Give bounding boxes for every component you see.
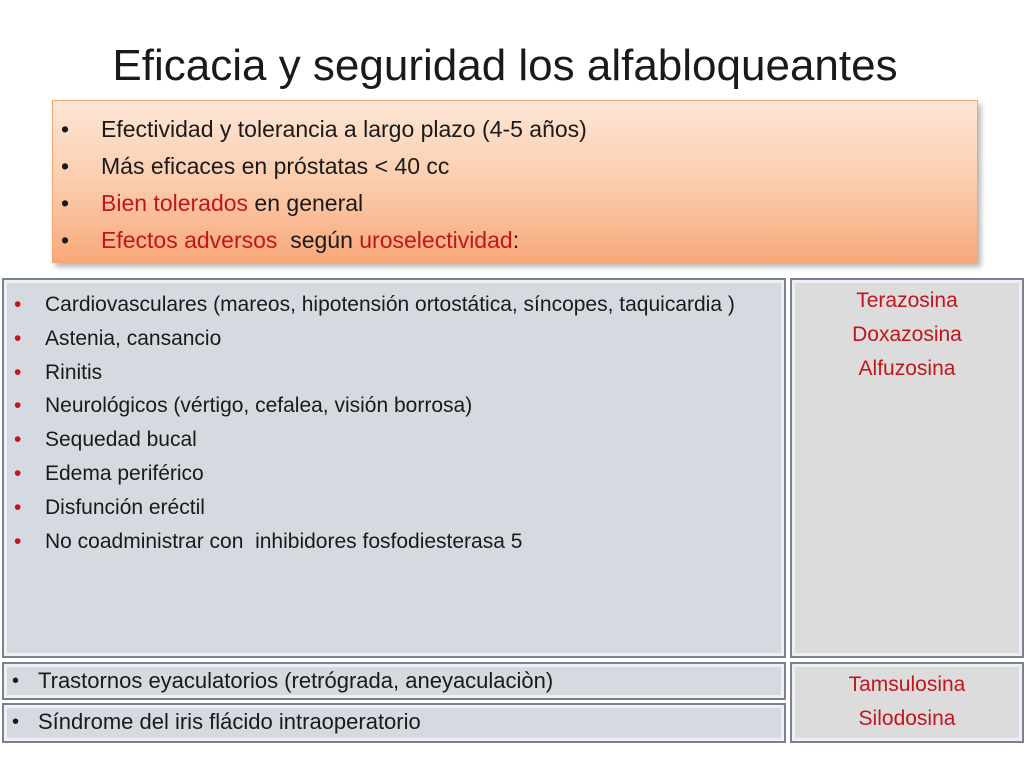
bullet-icon: •	[61, 153, 70, 179]
list-item	[4, 457, 784, 491]
adverse-effects-list	[4, 280, 784, 558]
summary-text: según	[277, 227, 360, 253]
summary-item	[53, 185, 977, 222]
drug-name: Doxazosina	[852, 323, 962, 346]
list-item	[4, 288, 784, 322]
effect-text: Sequedad bucal	[45, 428, 197, 452]
ejaculatory-disorders-row	[2, 662, 786, 700]
drug-name: Alfuzosina	[858, 357, 956, 380]
effect-text: Síndrome del iris flácido intraoperatorio	[38, 709, 421, 734]
slide-title: Eficacia y seguridad los alfabloqueantes	[112, 41, 898, 90]
bullet-icon: •	[14, 394, 22, 418]
summary-text: Efectividad y tolerancia a largo plazo (4-5 años)	[101, 116, 587, 142]
effect-text: Edema periférico	[45, 461, 204, 485]
list-item	[4, 322, 784, 356]
drug-name: Terazosina	[856, 289, 958, 312]
bullet-icon: •	[61, 116, 70, 142]
list-item	[4, 389, 784, 423]
summary-box	[52, 100, 978, 263]
bullet-icon: •	[14, 461, 22, 485]
drug-list	[792, 664, 1022, 736]
summary-item	[53, 148, 977, 185]
effect-text: Neurológicos (vértigo, cefalea, visión borrosa)	[45, 394, 473, 418]
row-content	[4, 664, 784, 698]
row-content	[4, 705, 784, 741]
drugs-panel-nonselective	[790, 278, 1024, 658]
list-item	[4, 356, 784, 390]
bullet-icon: •	[14, 428, 22, 452]
effect-text: No coadministrar con inhibidores fosfodiesterasa 5	[45, 529, 523, 553]
summary-item	[53, 222, 977, 259]
bullet-icon: •	[14, 529, 22, 553]
highlight-text: Efectos adversos	[101, 227, 278, 253]
bullet-icon: •	[14, 326, 22, 350]
highlight-text: uroselectividad	[359, 227, 513, 253]
effect-text: Astenia, cansancio	[45, 326, 222, 350]
effect-text: Cardiovasculares (mareos, hipotensión ortostática, síncopes, taquicardia )	[45, 293, 735, 316]
summary-text: Más eficaces en próstatas < 40 cc	[101, 153, 450, 179]
summary-text: :	[512, 227, 520, 253]
list-item	[4, 491, 784, 525]
drugs-panel-uroselective	[790, 662, 1024, 743]
list-item	[4, 423, 784, 457]
bullet-icon: •	[61, 190, 70, 216]
bullet-icon: •	[61, 227, 70, 253]
effect-text: Disfunción eréctil	[45, 495, 205, 519]
adverse-effects-panel	[2, 278, 786, 658]
effect-text: Trastornos eyaculatorios (retrógrada, aneyaculaciòn)	[38, 668, 554, 693]
bullet-icon: •	[12, 670, 20, 692]
bullet-icon: •	[14, 360, 22, 384]
bullet-icon: •	[12, 711, 20, 733]
bullet-icon: •	[14, 495, 22, 519]
list-item	[4, 525, 784, 559]
drug-name: Silodosina	[858, 707, 956, 730]
drug-list	[792, 280, 1022, 386]
drug-name: Tamsulosina	[848, 673, 966, 696]
summary-item	[53, 111, 977, 148]
bullet-icon: •	[14, 293, 22, 316]
summary-text: en general	[248, 190, 364, 216]
summary-list	[53, 101, 977, 259]
floppy-iris-row	[2, 703, 786, 743]
effect-text: Rinitis	[45, 360, 103, 384]
highlight-text: Bien tolerados	[101, 190, 249, 216]
